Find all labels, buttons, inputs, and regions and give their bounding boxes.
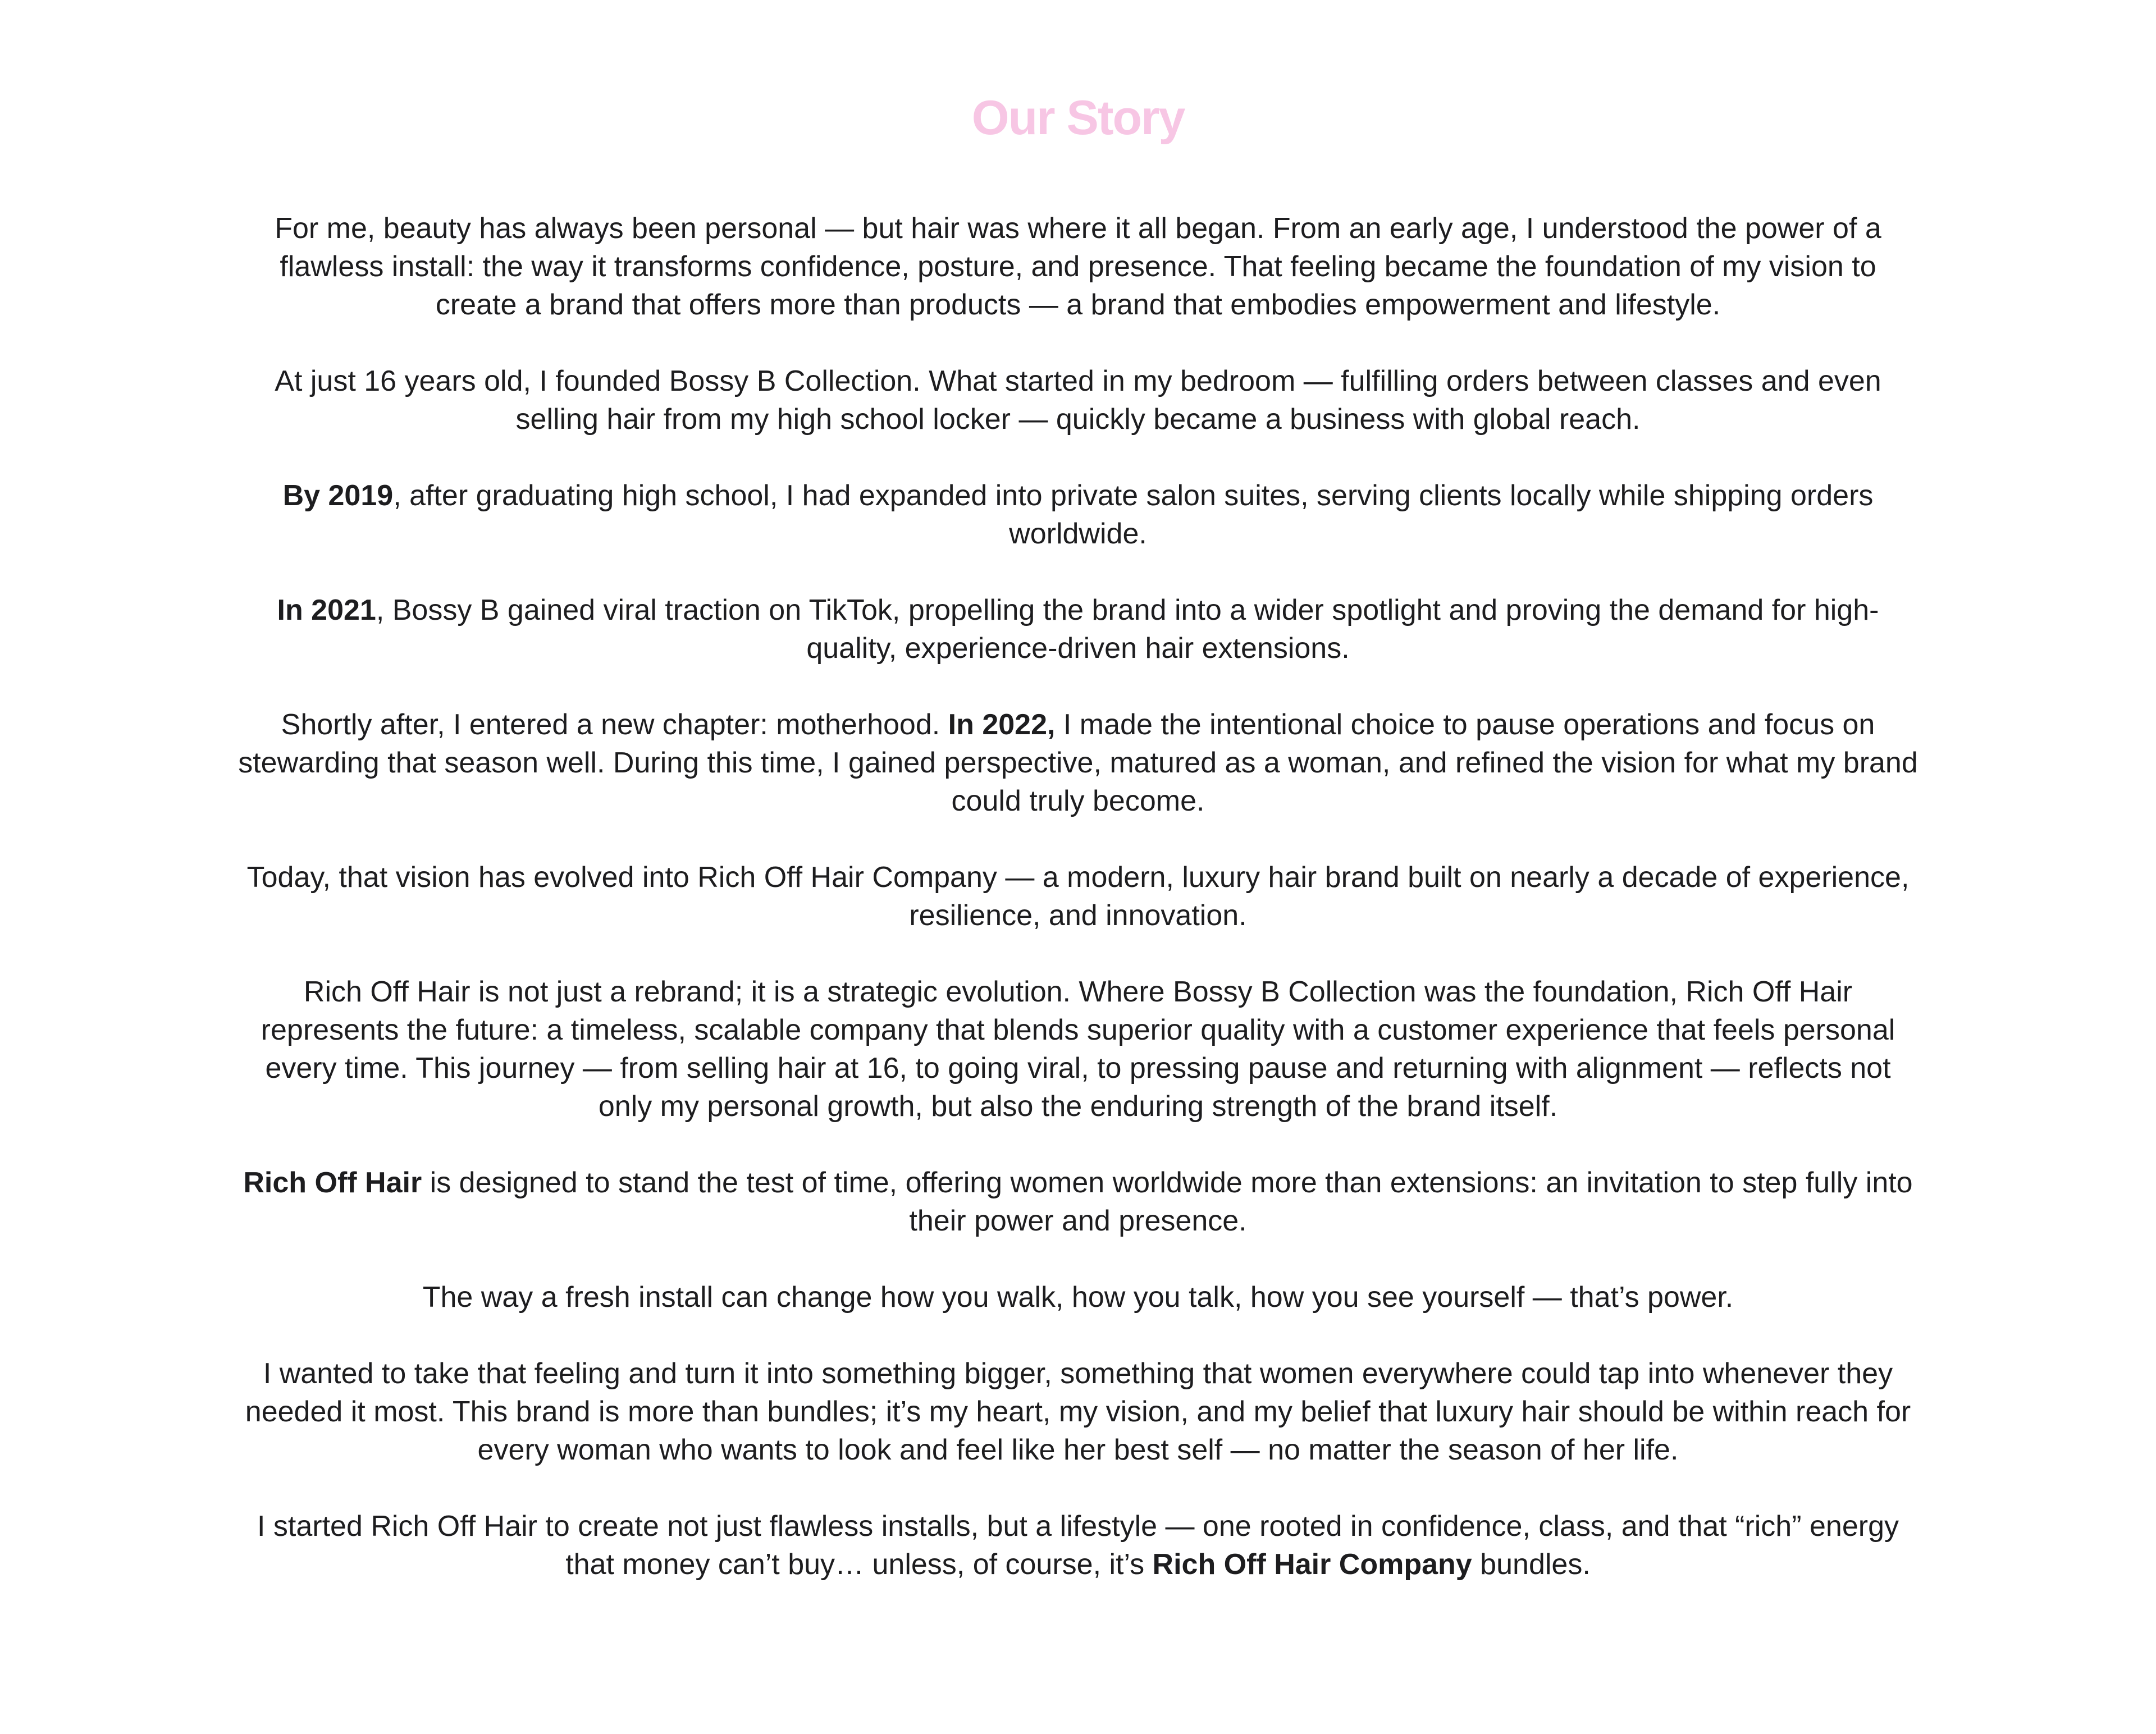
- story-paragraph-3: [236, 477, 1920, 553]
- paragraph-text: , after graduating high school, I had expanded into private salon suites, serving clients locally while shipping orders worldwide.: [393, 479, 1874, 550]
- story-paragraph-7: [236, 973, 1920, 1126]
- bold-text: Rich Off Hair: [243, 1166, 422, 1199]
- story-paragraph-4: [236, 591, 1920, 667]
- bold-text: In 2022,: [948, 708, 1056, 741]
- paragraph-text: is designed to stand the test of time, offering women worldwide more than extensions: an invitation to step fully into their power and presence.: [422, 1166, 1913, 1237]
- paragraph-text: I made the intentional choice to pause operations and focus on stewarding that season well. During this time, I gained perspective, matured as a woman, and refined the vision for what my brand could truly become.: [238, 708, 1918, 817]
- story-paragraph-1: [236, 209, 1920, 324]
- story-body: [236, 209, 1920, 1584]
- story-paragraph-8: [236, 1164, 1920, 1240]
- paragraph-text: I started Rich Off Hair to create not just flawless installs, but a lifestyle — one rooted in confidence, class, and that “rich” energy that money can’t buy… unless, of course, it’s: [257, 1510, 1899, 1581]
- paragraph-text: , Bossy B gained viral traction on TikTok, propelling the brand into a wider spotlight and proving the demand for high-quality, experience-driven hair extensions.: [376, 594, 1879, 665]
- bold-text: Rich Off Hair Company: [1152, 1548, 1472, 1581]
- story-paragraph-5: [236, 706, 1920, 820]
- story-paragraph-11: [236, 1507, 1920, 1584]
- story-paragraph-9: [236, 1278, 1920, 1316]
- paragraph-text: Shortly after, I entered a new chapter: motherhood.: [281, 708, 948, 741]
- paragraph-text: bundles.: [1472, 1548, 1591, 1581]
- paragraph-text: Rich Off Hair is not just a rebrand; it is a strategic evolution. Where Bossy B Collection was the foundation, Rich Off Hair represents the future: a timeless, scalable company that blends superior quality with a customer experience that feels personal every time. This journey — from selling hair at 16, to going viral, to pressing pause and returning with alignment — reflects not only my personal growth, but also the enduring strength of the brand itself.: [261, 976, 1895, 1123]
- page-title: Our Story: [971, 91, 1185, 145]
- paragraph-text: I wanted to take that feeling and turn it into something bigger, something that women everywhere could tap into whenever they needed it most. This brand is more than bundles; it’s my heart, my vision, and my belief that luxury hair should be within reach for every woman who wants to look and feel like her best self — no matter the season of her life.: [245, 1357, 1911, 1466]
- paragraph-text: Today, that vision has evolved into Rich Off Hair Company — a modern, luxury hair brand built on nearly a decade of experience, resilience, and innovation.: [246, 861, 1910, 932]
- story-paragraph-6: [236, 858, 1920, 935]
- story-paragraph-10: [236, 1355, 1920, 1469]
- paragraph-text: At just 16 years old, I founded Bossy B Collection. What started in my bedroom — fulfilling orders between classes and even selling hair from my high school locker — quickly became a business with global reach.: [275, 365, 1881, 436]
- paragraph-text: For me, beauty has always been personal — but hair was where it all began. From an early age, I understood the power of a flawless install: the way it transforms confidence, posture, and presence. That feeling became the foundation of my vision to create a brand that offers more than products — a brand that embodies empowerment and lifestyle.: [275, 212, 1881, 321]
- bold-text: In 2021: [277, 594, 376, 626]
- bold-text: By 2019: [282, 479, 394, 512]
- story-paragraph-2: [236, 362, 1920, 438]
- paragraph-text: The way a fresh install can change how you walk, how you talk, how you see yourself — that’s power.: [422, 1281, 1734, 1314]
